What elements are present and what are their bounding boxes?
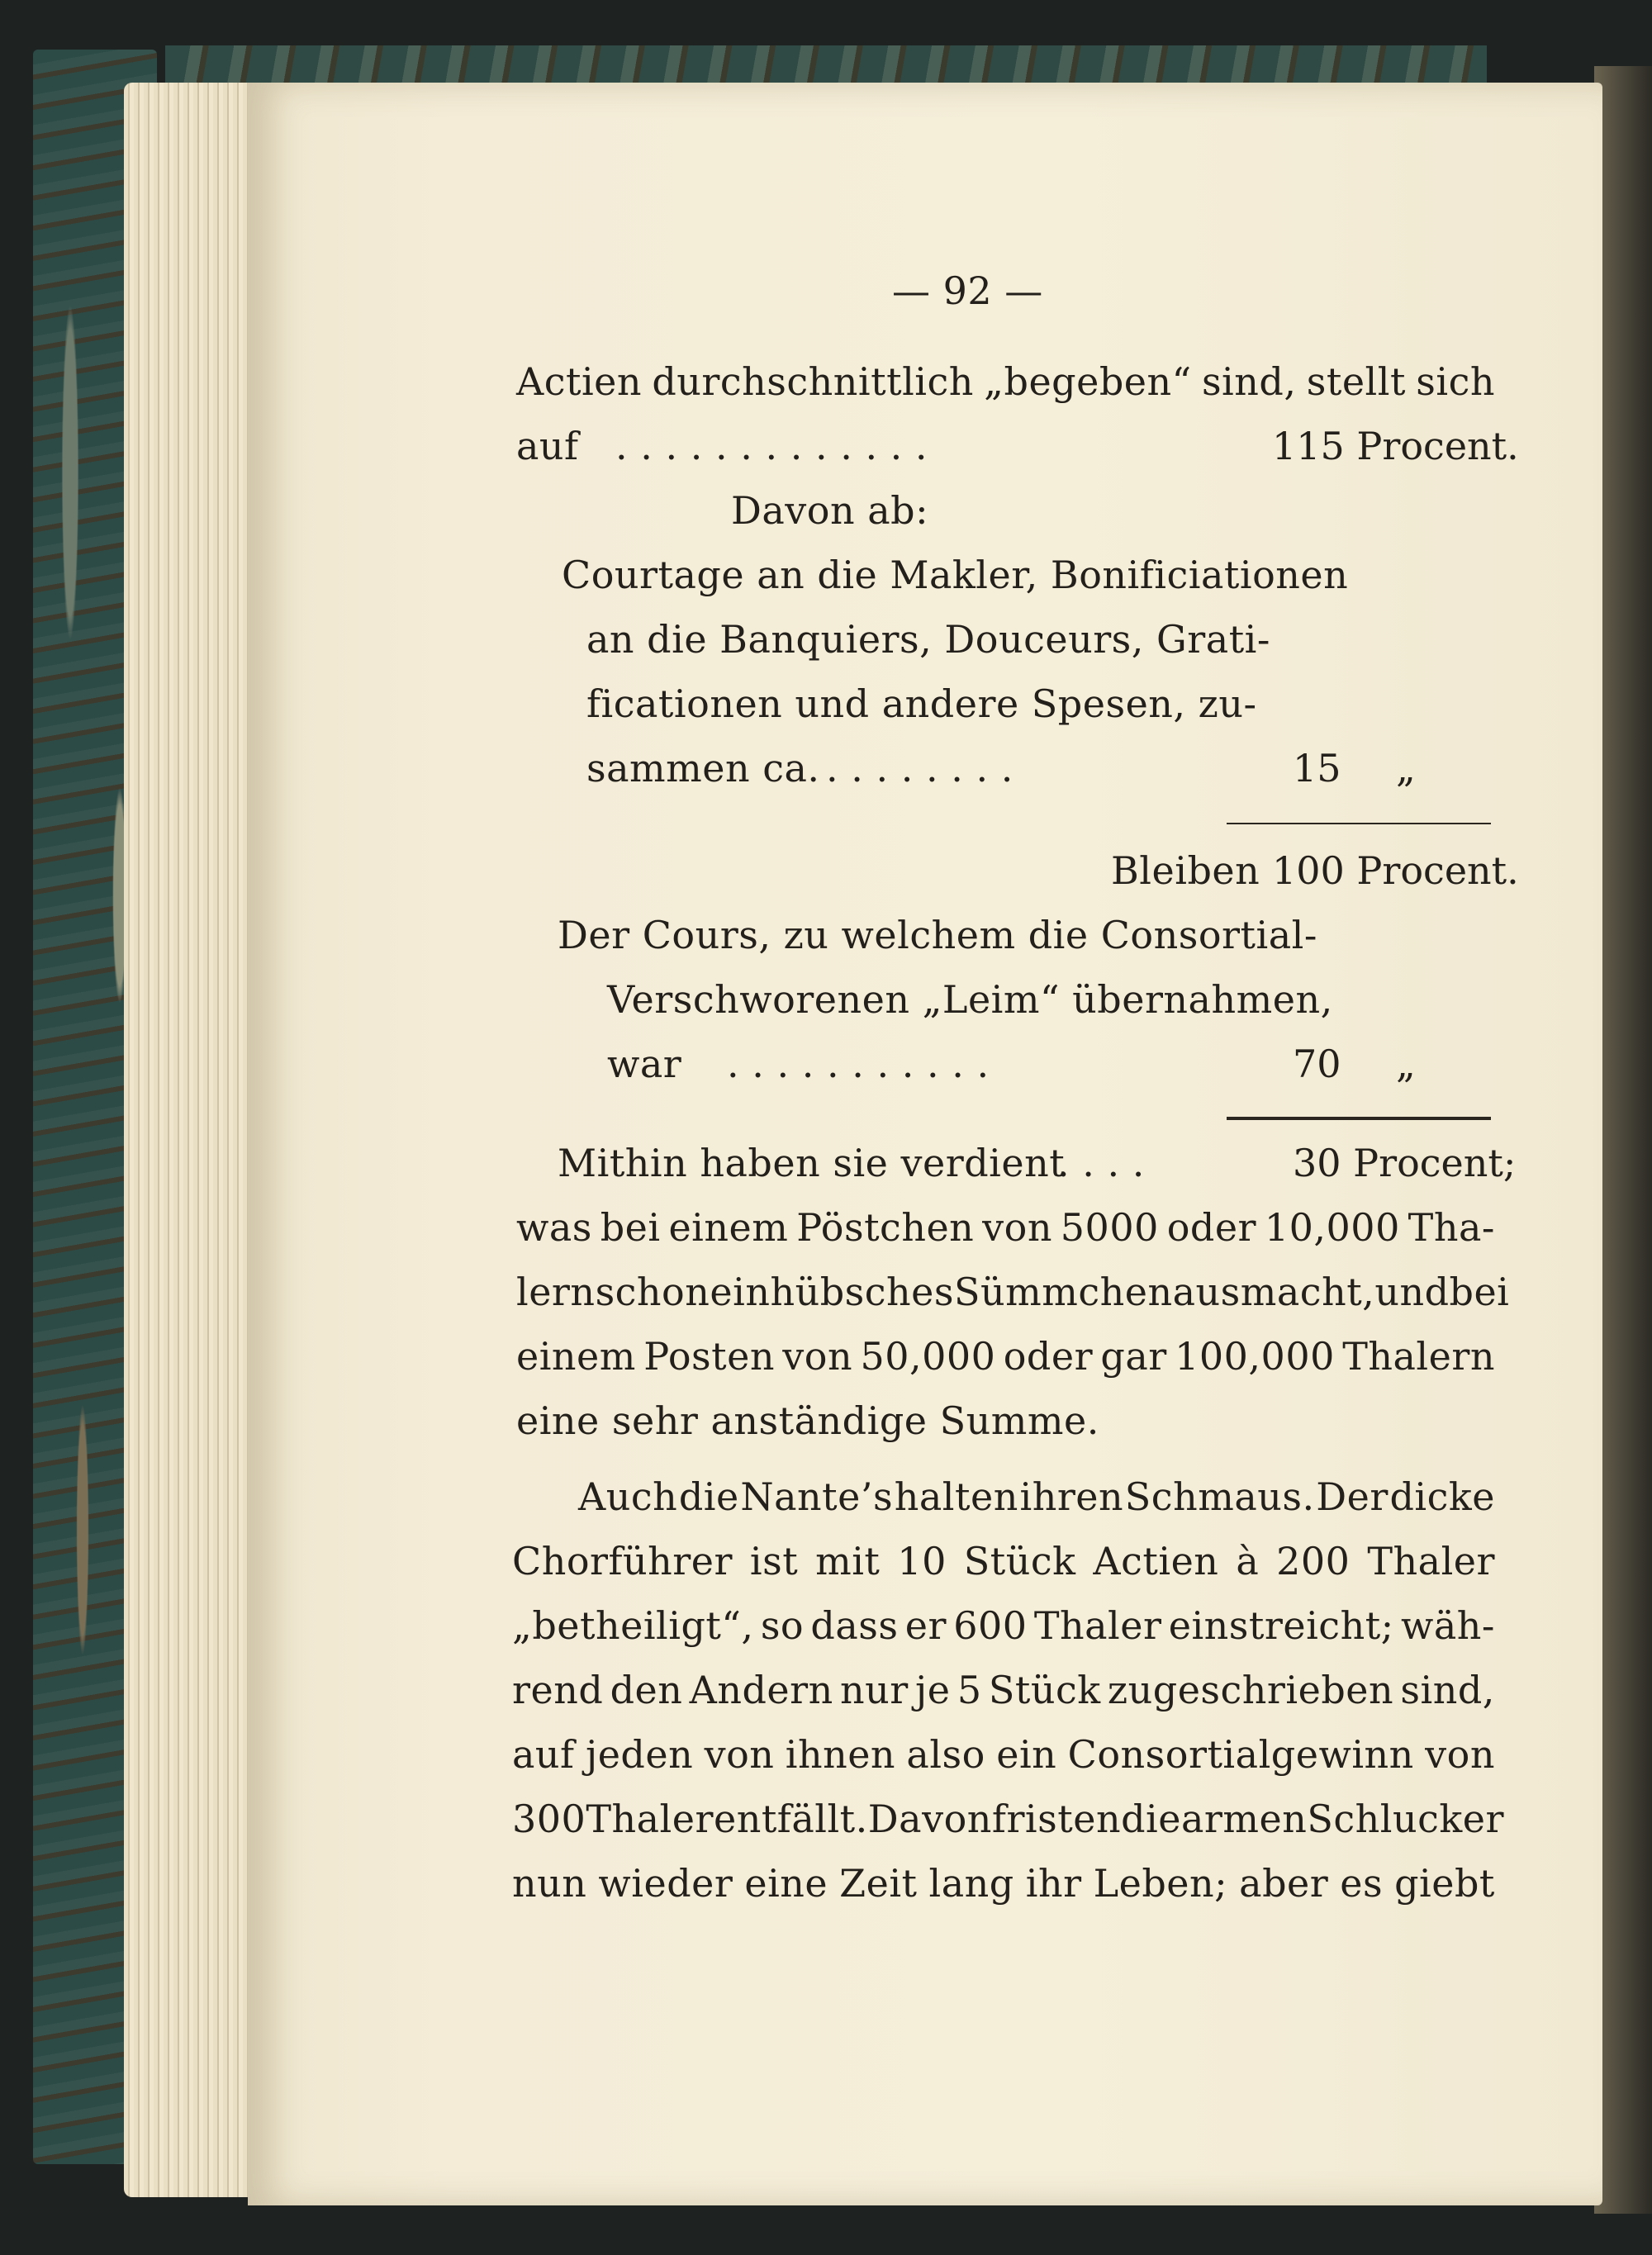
ditto-mark: „ [1396,1042,1416,1086]
word: Actien [1093,1539,1219,1583]
word: Auch [578,1474,678,1519]
word: 50,000 [860,1334,996,1379]
word: Andern [689,1668,833,1712]
word: die [678,1474,739,1519]
amount-15: 15 [1293,746,1341,790]
text-line [512,1859,1495,1908]
word: oder [1166,1205,1257,1250]
word: jeden [585,1732,694,1777]
amount-70: 70 [1293,1042,1341,1086]
text-line: Der Cours, zu welchem die Consortial- [558,913,1317,957]
word: Pöstchen [796,1205,975,1250]
word: je [915,1668,951,1712]
text-line: Courtage an die Makler, Bonificiationen [562,553,1349,597]
word: „betheiligt“, [512,1603,754,1648]
word: „begeben“ [984,359,1192,404]
word: es [1340,1861,1384,1906]
sum-rule [1227,823,1491,824]
word: armen [1180,1797,1308,1841]
word: giebt [1394,1861,1495,1906]
word: wäh- [1400,1603,1495,1648]
deduction-header: Davon ab: [731,488,929,533]
word: lang [928,1861,1014,1906]
word: einstreicht; [1168,1603,1394,1648]
word: halten [894,1474,1018,1519]
text-line: eine sehr anständige Summe. [516,1398,1099,1443]
text-line: sammen ca. [586,746,820,790]
word: also [906,1732,985,1777]
word: schon [595,1270,710,1314]
word: 300 [512,1797,586,1841]
word: von [982,1205,1052,1250]
word: sind, [1201,359,1297,404]
text-line [578,1472,1495,1522]
text-line [516,357,1495,406]
word: Thaler [1033,1603,1162,1648]
word: er [904,1603,947,1648]
word: 5000 [1060,1205,1159,1250]
word: Sümmchen [953,1270,1173,1314]
word: Der [1316,1474,1389,1519]
word: Leben; [1093,1861,1228,1906]
leader-dots: . . . . . . . . . . . . . [615,424,928,468]
text-line [516,1267,1510,1317]
ditto-mark: „ [1396,746,1416,790]
word: 10 [897,1539,947,1583]
word: stellt [1306,359,1406,404]
text-line: an die Banquiers, Douceurs, Grati- [586,617,1270,662]
word: dicke [1389,1474,1495,1519]
word: Thalern [1342,1334,1495,1379]
word: entfällt. [713,1797,868,1841]
word: lern [516,1270,596,1314]
leader-dots: . . . . [1057,1141,1145,1185]
text-line [516,1332,1495,1381]
word: wieder [598,1861,733,1906]
word: rend [512,1668,604,1712]
word: ein [710,1270,771,1314]
word: was [516,1205,592,1250]
word: 5 [957,1668,982,1712]
text-line [512,1794,1504,1844]
word: Actien [516,359,643,404]
word: von [782,1334,853,1379]
word: oder [1003,1334,1094,1379]
word: à [1236,1539,1260,1583]
word: ihren [1019,1474,1124,1519]
text-line: Verschworenen „Leim“ übernahmen, [607,977,1333,1022]
right-page-shadow [1594,66,1652,2214]
word: ein [996,1732,1057,1777]
remain-label: Bleiben [1111,848,1260,893]
word: ihr [1025,1861,1082,1906]
text-line [512,1536,1495,1586]
word: von [704,1732,775,1777]
word: mit [815,1539,881,1583]
amount-30: 30 Procent; [1293,1141,1517,1185]
word: Thaler [586,1797,714,1841]
sum-rule [1227,1117,1491,1120]
word: und [1374,1270,1450,1314]
word: Thaler [1367,1539,1495,1583]
word: so [760,1603,805,1648]
word: auf [512,1732,575,1777]
word: Stück [988,1668,1101,1712]
word: Tha- [1408,1205,1495,1250]
word: 600 [953,1603,1028,1648]
word: Schlucker [1307,1797,1504,1841]
word: gar [1100,1334,1167,1379]
word: 100,000 [1175,1334,1335,1379]
word: Posten [643,1334,775,1379]
text-line [512,1665,1495,1715]
text-line: ficationen und andere Spesen, zu- [586,681,1257,726]
word: Davon [867,1797,992,1841]
word: sich [1416,359,1495,404]
leader-dots: . . . . . . . . [826,746,1014,790]
word: dass [810,1603,899,1648]
word: bei [600,1205,661,1250]
word: nun [512,1861,587,1906]
word: ihnen [785,1732,896,1777]
word: eine [744,1861,828,1906]
word: 200 [1276,1539,1351,1583]
word: 10,000 [1264,1205,1400,1250]
page-number: — 92 — [892,268,1043,313]
word: Chorführer [512,1539,733,1583]
text-line [516,1203,1495,1252]
word: zugeschrieben [1107,1668,1394,1712]
profit-label: Mithin haben sie verdient [558,1141,1066,1185]
word: einem [516,1334,636,1379]
word: Stück [963,1539,1076,1583]
word: den [610,1668,683,1712]
word: ist [749,1539,799,1583]
text-line [512,1730,1495,1779]
word: von [1425,1732,1495,1777]
word: aber [1239,1861,1329,1906]
word: fristen [991,1797,1122,1841]
text-line: war [607,1042,682,1086]
text-line [512,1601,1495,1650]
text-line: auf [516,424,579,468]
amount-100: 100 Procent. [1272,848,1519,893]
word: hübsches [770,1270,954,1314]
word: sind, [1400,1668,1495,1712]
word: einem [668,1205,789,1250]
word: ausmacht, [1172,1270,1375,1314]
word: die [1121,1797,1181,1841]
leader-dots: . . . . . . . . . . . [727,1042,990,1086]
word: Schmaus. [1124,1474,1315,1519]
word: Consortialgewinn [1067,1732,1414,1777]
word: Zeit [839,1861,918,1906]
word: durchschnittlich [652,359,974,404]
word: Nante’s [740,1474,894,1519]
word: nur [840,1668,909,1712]
amount-115: 115 Procent. [1272,424,1519,468]
word: bei [1449,1270,1510,1314]
